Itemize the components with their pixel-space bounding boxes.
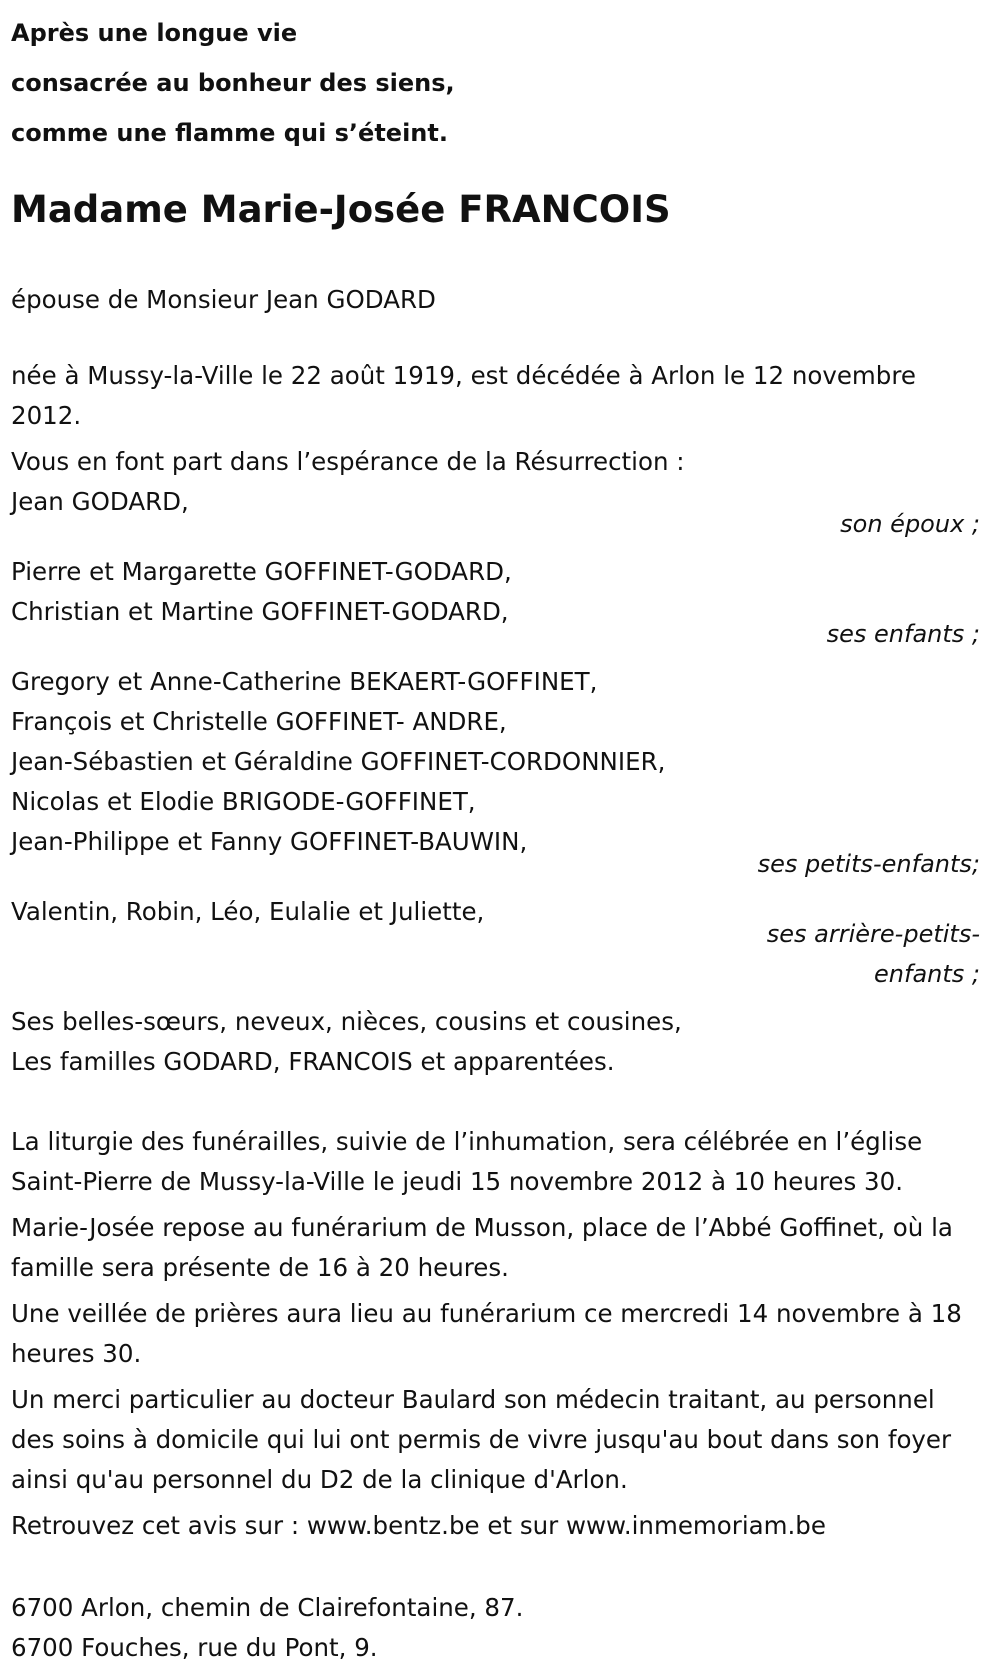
opening-verse — [11, 8, 980, 158]
family-name-line: Christian et Martine GOFFINET-GODARD, — [11, 597, 509, 626]
thanks-paragraph: Un merci particulier au docteur Baulard son médecin traitant, au personnel des soins à domicile qui lui ont permis de vivre jusqu'au bout dans son foyer ainsi qu'au personnel du D2 de la clinique d'Arlon. — [11, 1385, 952, 1494]
spouse-line: épouse de Monsieur Jean GODARD — [11, 285, 436, 314]
vigil-paragraph: Une veillée de prières aura lieu au funérarium ce mercredi 14 novembre à 18 heures 30. — [11, 1299, 962, 1368]
extended-family — [11, 1002, 980, 1082]
address-line: 6700 Arlon, chemin de Clairefontaine, 87. — [11, 1593, 524, 1622]
family-name-line: Jean-Sébastien et Géraldine GOFFINET-CORDONNIER, — [11, 747, 666, 776]
websites-line: Retrouvez cet avis sur : www.bentz.be et sur www.inmemoriam.be — [11, 1511, 826, 1540]
family-name-line: François et Christelle GOFFINET- ANDRE, — [11, 707, 507, 736]
addresses — [11, 1588, 980, 1668]
verse-line-3: comme une flamme qui s’éteint. — [11, 119, 448, 147]
family-name-line: Pierre et Margarette GOFFINET-GODARD, — [11, 557, 512, 586]
funerarium-paragraph: Marie-Josée repose au funérarium de Musson, place de l’Abbé Goffinet, où la famille sera présente de 16 à 20 heures. — [11, 1213, 953, 1282]
family-name-line: Jean GODARD, — [11, 487, 189, 516]
husband-role: son époux ; — [840, 510, 980, 538]
role-line: enfants ; — [874, 960, 980, 988]
family-name-line: Nicolas et Elodie BRIGODE-GOFFINET, — [11, 787, 476, 816]
birth-death-line: née à Mussy-la-Ville le 22 août 1919, est décédée à Arlon le 12 novembre 2012. — [11, 361, 916, 430]
family-name-line: Gregory et Anne-Catherine BEKAERT-GOFFINET, — [11, 667, 598, 696]
verse-line-1: Après une longue vie — [11, 19, 298, 47]
grandchildren-names — [11, 662, 980, 862]
liturgy-paragraph: La liturgie des funérailles, suivie de l’inhumation, sera célébrée en l’église Saint-Pierre de Mussy-la-Ville le jeudi 15 novembre 2012 à 10 heures 30. — [11, 1127, 923, 1196]
deceased-name-title: Madame Marie-Josée FRANCOIS — [11, 188, 671, 231]
role-line: ses arrière-petits- — [766, 920, 980, 948]
address-line: 6700 Fouches, rue du Pont, 9. — [11, 1633, 378, 1662]
grandchildren-role: ses petits-enfants; — [757, 850, 980, 878]
verse-line-2: consacrée au bonheur des siens, — [11, 69, 455, 97]
family-name-line: Valentin, Robin, Léo, Eulalie et Juliette, — [11, 897, 485, 926]
family-name-line: Les familles GODARD, FRANCOIS et apparentées. — [11, 1047, 615, 1076]
children-role: ses enfants ; — [826, 620, 980, 648]
family-name-line: Ses belles-sœurs, neveux, nièces, cousins et cousines, — [11, 1007, 682, 1036]
family-name-line: Jean-Philippe et Fanny GOFFINET-BAUWIN, — [11, 827, 528, 856]
announcement-line: Vous en font part dans l’espérance de la Résurrection : — [11, 447, 685, 476]
